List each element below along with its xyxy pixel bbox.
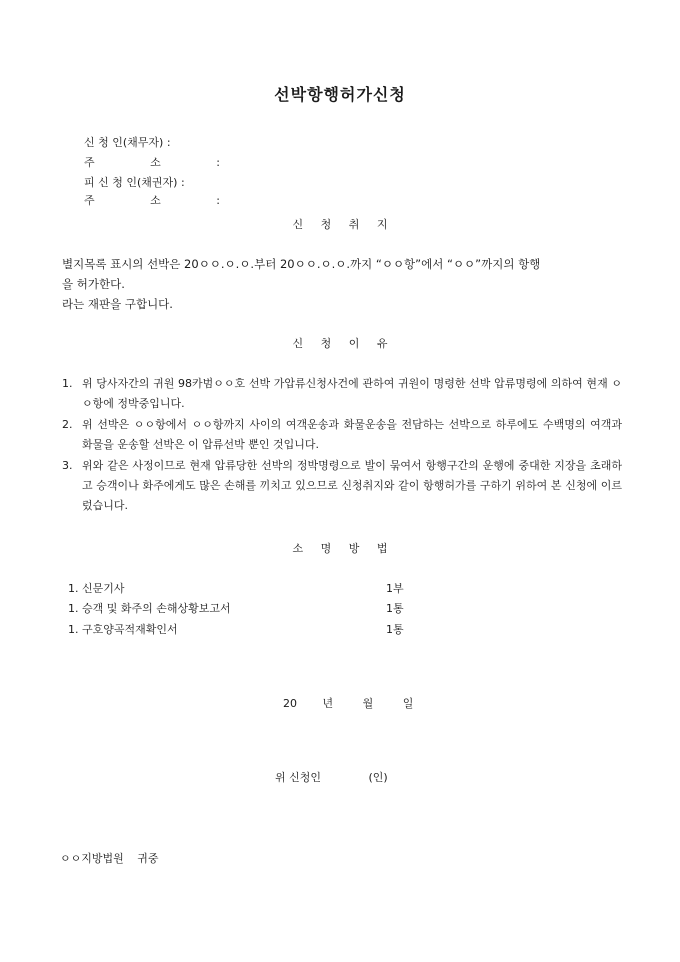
evidence-label: 1. 승객 및 화주의 손해상황보고서 bbox=[68, 602, 231, 615]
evidence-item-2 bbox=[68, 600, 488, 616]
evidence-heading: 소 명 방 법 bbox=[292, 542, 388, 555]
evidence-qty: 1부 bbox=[386, 582, 404, 595]
reasons-heading: 신 청 이 유 bbox=[292, 337, 388, 350]
evidence-item-1 bbox=[68, 580, 488, 596]
reason-text: 위 선박은 ㅇㅇ항에서 ㅇㅇ항까지 사이의 여객운송과 화물운송을 전담하는 선박으로 하루에도 수백명의 여객과 화물을 운송할 선박은 이 압류선박 뿐인 것입니다. bbox=[82, 418, 622, 451]
reason-number: 1. bbox=[62, 377, 73, 390]
reason-item-1 bbox=[62, 374, 622, 414]
signature-label: 위 신청인 bbox=[275, 771, 322, 784]
reason-item-3 bbox=[62, 456, 622, 516]
respondent-label: 피 신 청 인(채권자) : bbox=[84, 176, 185, 189]
date-month-unit: 월 bbox=[362, 697, 374, 710]
signature-line bbox=[275, 769, 388, 785]
reason-item-2 bbox=[62, 415, 622, 455]
respondent-address-label: 주 소 : bbox=[84, 194, 220, 207]
purpose-line-3: 라는 재판을 구합니다. bbox=[62, 297, 173, 311]
purpose-line-2: 을 허가한다. bbox=[62, 277, 125, 291]
date-year-unit: 년 bbox=[322, 697, 334, 710]
respondent-address-line bbox=[84, 192, 220, 208]
evidence-label: 1. 신문기사 bbox=[68, 582, 125, 595]
respondent-line bbox=[84, 174, 185, 190]
reason-number: 3. bbox=[62, 459, 73, 472]
purpose-paragraph bbox=[62, 254, 622, 314]
evidence-label: 1. 구호양곡적재확인서 bbox=[68, 623, 178, 636]
evidence-item-3 bbox=[68, 621, 488, 637]
date-day-unit: 일 bbox=[402, 697, 414, 710]
applicant-address-line bbox=[84, 154, 220, 170]
applicant-address-label: 주 소 : bbox=[84, 156, 220, 169]
date-year: 20 bbox=[283, 697, 297, 710]
reason-text: 위 당사자간의 귀원 98카범ㅇㅇ호 선박 가압류신청사건에 관하여 귀원이 명령한 선박 압류명령에 의하여 현재 ㅇㅇ항에 정박중입니다. bbox=[82, 377, 622, 410]
date-line bbox=[283, 695, 413, 711]
applicant-label: 신 청 인(채무자) : bbox=[84, 136, 171, 149]
court-recipient: ㅇㅇ지방법원 귀중 bbox=[60, 852, 159, 865]
reasons-list bbox=[62, 374, 622, 517]
document-title: 선박항행허가신청 bbox=[274, 85, 406, 104]
evidence-qty: 1통 bbox=[386, 602, 404, 615]
purpose-heading: 신 청 취 지 bbox=[292, 218, 388, 231]
reason-number: 2. bbox=[62, 418, 73, 431]
applicant-line bbox=[84, 134, 171, 150]
evidence-qty: 1통 bbox=[386, 623, 404, 636]
seal-mark: (인) bbox=[368, 771, 388, 784]
purpose-line-1: 별지목록 표시의 선박은 20ㅇㅇ.ㅇ.ㅇ.부터 20ㅇㅇ.ㅇ.ㅇ.까지 “ㅇㅇ항”에서 “ㅇㅇ”까지의 항행 bbox=[62, 257, 541, 271]
reason-text: 위와 같은 사정이므로 현재 압류당한 선박의 정박명령으로 발이 묶여서 항행구간의 운행에 중대한 지장을 초래하고 승객이나 화주에게도 많은 손해를 끼치고 있으므로 신청취지와 같이 항행허가를 구하기 위하여 본 신청에 이르렀습니다. bbox=[82, 459, 622, 512]
